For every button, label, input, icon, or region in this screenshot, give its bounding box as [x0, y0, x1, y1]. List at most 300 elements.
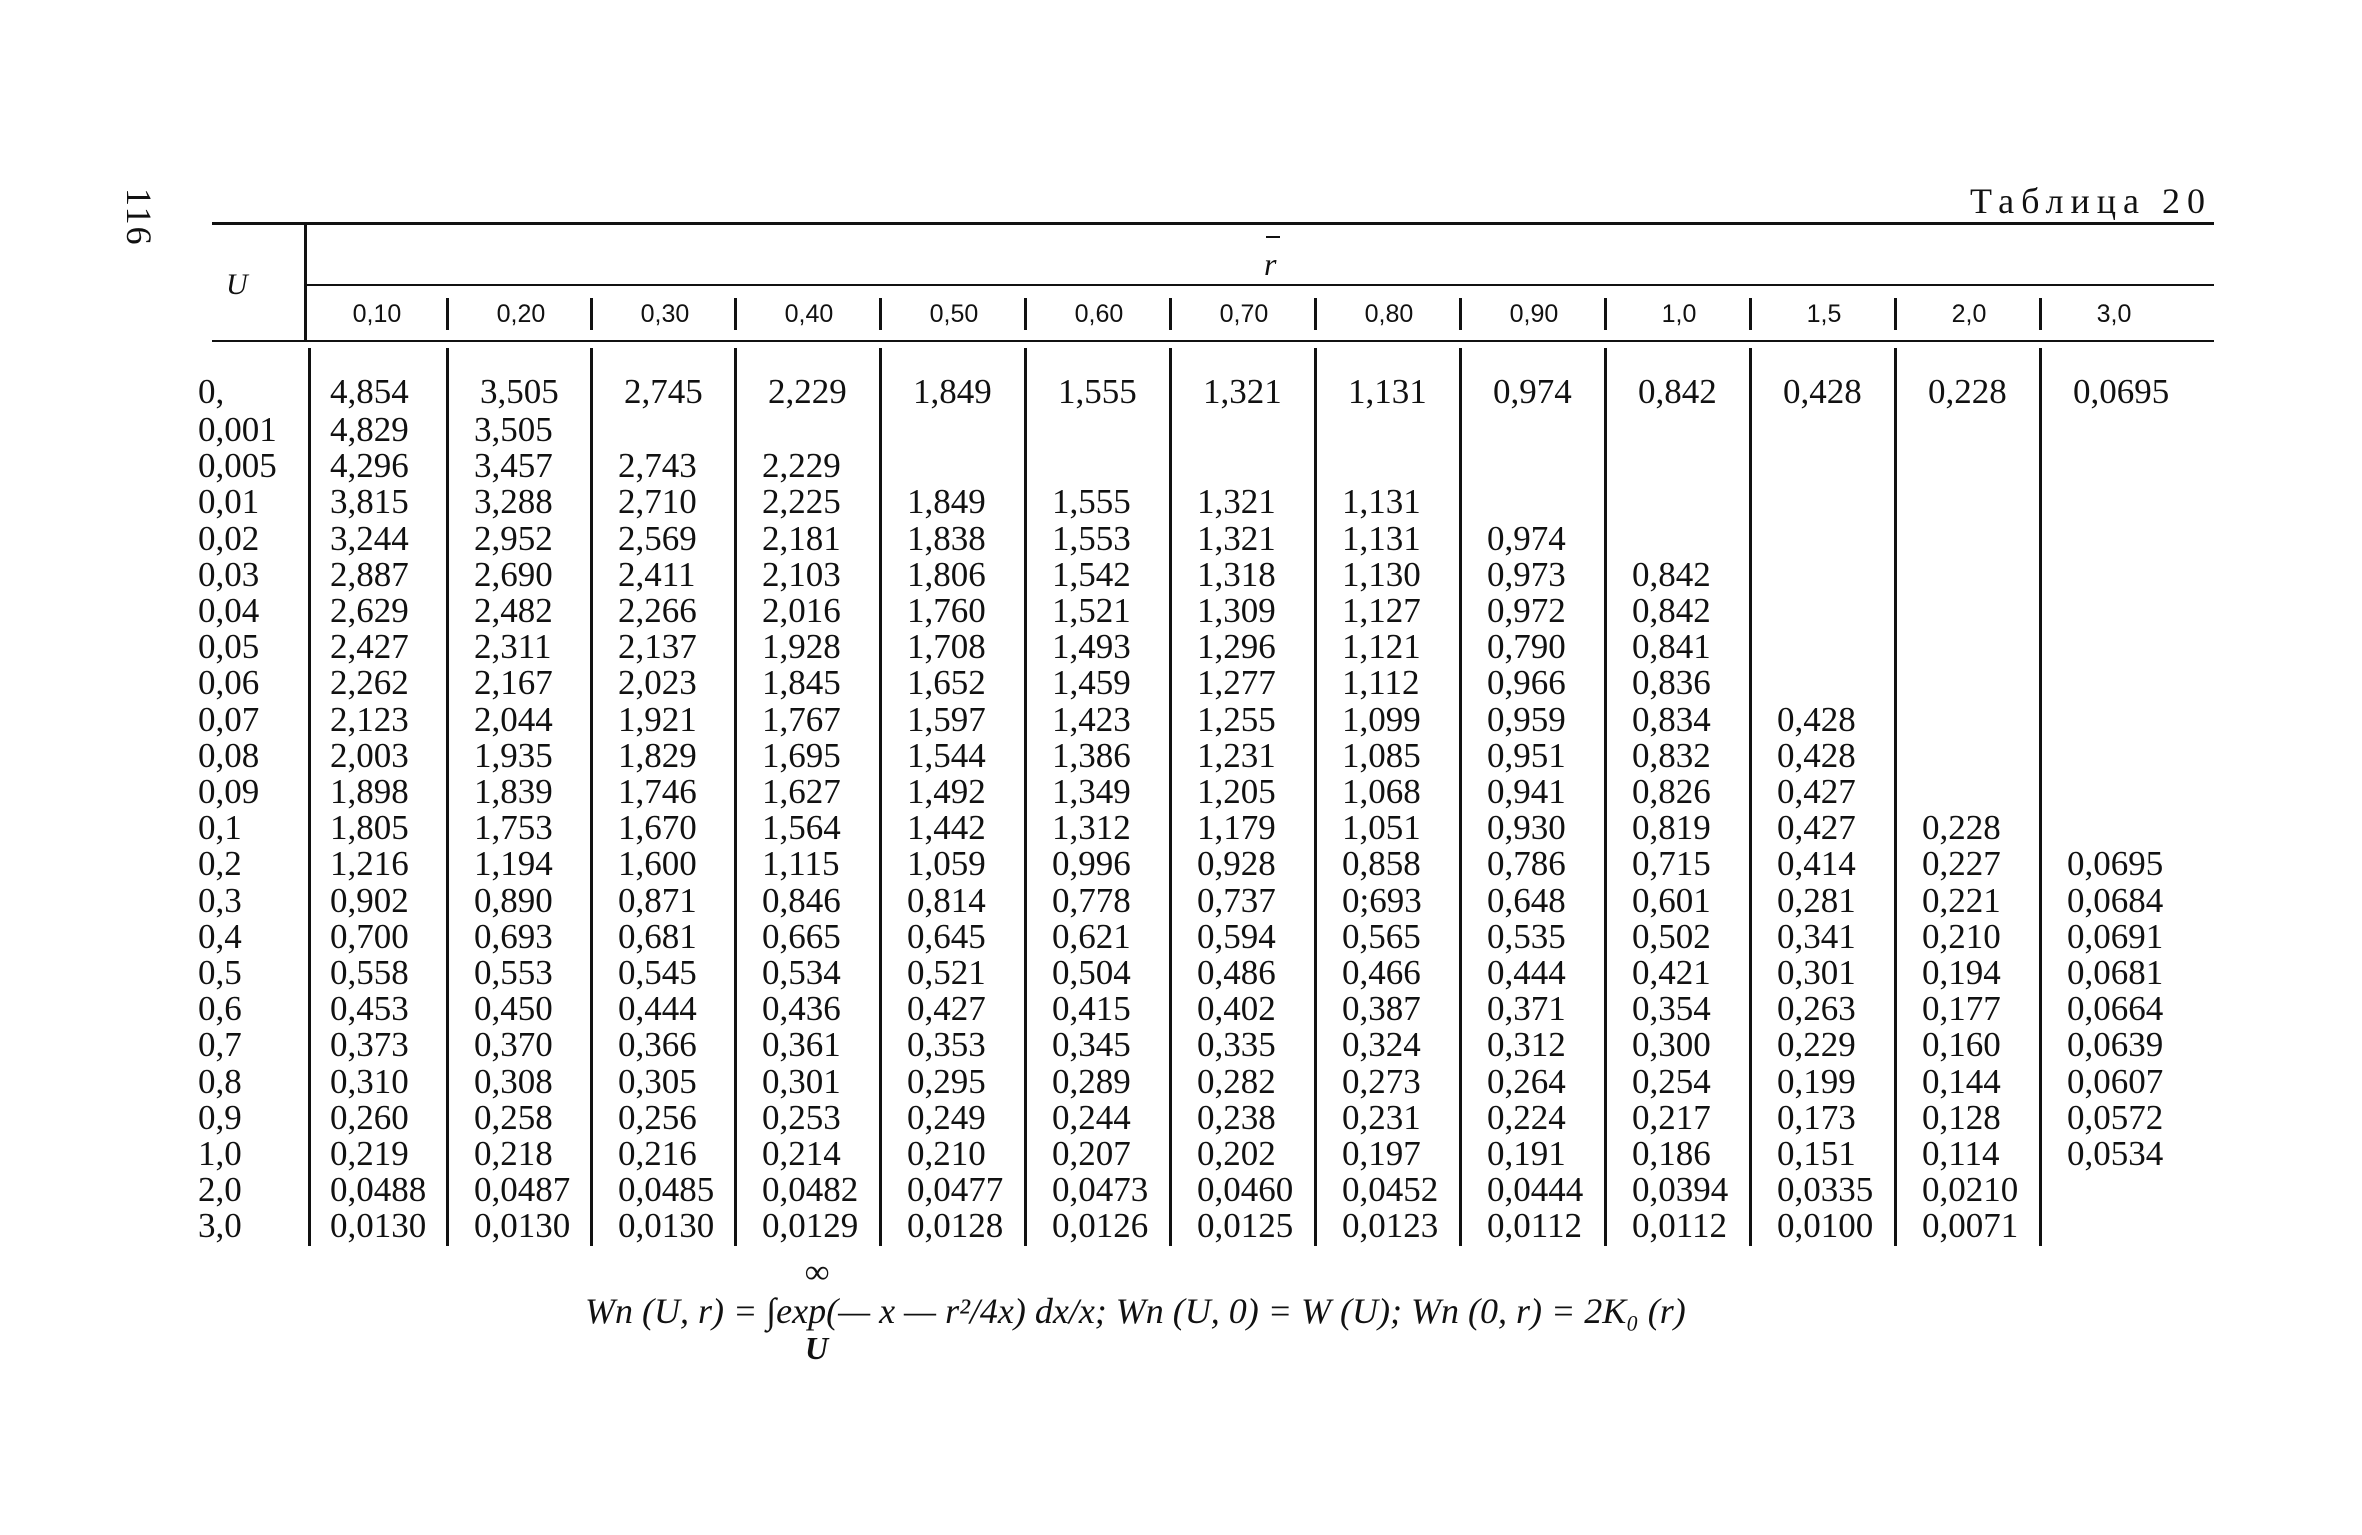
table-cell: 0,354	[1632, 989, 1711, 1029]
r-value-header: 1,5	[1806, 300, 1842, 328]
table-cell: 0,535	[1487, 916, 1566, 956]
table-cell: 0,902	[330, 880, 409, 920]
table-cell: 1,321	[1197, 482, 1276, 522]
table-cell: 1,216	[330, 844, 409, 884]
table-cell: 3,457	[474, 446, 553, 486]
table-cell: 0,387	[1342, 989, 1421, 1029]
subheader-divider	[1314, 298, 1317, 330]
table-cell: 0,0695	[2073, 372, 2170, 411]
table-cell: 0,834	[1632, 699, 1711, 739]
subheader-divider	[1749, 298, 1752, 330]
table-cell: 0,254	[1632, 1061, 1711, 1101]
table-cell: 1,231	[1197, 735, 1276, 775]
table-cell: 1,746	[618, 772, 697, 811]
table-cell: 0,253	[762, 1097, 841, 1137]
table-cell: 0,842	[1632, 554, 1711, 594]
table-cell: 0,0100	[1777, 1206, 1874, 1246]
table-cell: 0,210	[907, 1134, 986, 1173]
table-cell: 0,335	[1197, 1025, 1276, 1065]
table-cell: 0,202	[1197, 1134, 1276, 1173]
table-cell: 0,229	[1777, 1025, 1856, 1065]
table-cell: 0,191	[1487, 1134, 1566, 1173]
table-cell: 0,214	[762, 1134, 841, 1173]
table-cell: 0,836	[1632, 663, 1711, 703]
table-cell: 0,786	[1487, 844, 1566, 884]
subheader-divider	[1169, 298, 1172, 330]
table-cell: 1,131	[1342, 518, 1421, 558]
table-cell: 0,300	[1632, 1025, 1711, 1065]
u-row-label: 0,	[198, 372, 225, 411]
table-cell: 0;693	[1342, 880, 1422, 920]
table-cell: 2,225	[762, 482, 841, 522]
table-cell: 2,229	[762, 446, 841, 486]
subheader-rule	[212, 340, 2214, 342]
r-value-header: 0,70	[1219, 300, 1269, 328]
u-row-label: 0,08	[198, 735, 260, 775]
column-divider	[1604, 348, 1607, 1246]
table-cell: 1,442	[907, 808, 986, 848]
table-cell: 0,504	[1052, 953, 1131, 992]
table-cell: 0,558	[330, 953, 409, 992]
table-cell: 0,972	[1487, 591, 1566, 630]
table-cell: 1,068	[1342, 772, 1421, 811]
table-cell: 1,849	[913, 372, 992, 411]
table-cell: 0,144	[1922, 1061, 2001, 1101]
table-cell: 2,629	[330, 591, 409, 630]
column-divider	[879, 348, 882, 1246]
table-cell: 0,502	[1632, 916, 1711, 956]
table-cell: 0,621	[1052, 916, 1131, 956]
table-cell: 0,450	[474, 989, 553, 1029]
u-column-header: U	[226, 268, 248, 301]
table-cell: 1,555	[1052, 482, 1131, 522]
table-cell: 1,085	[1342, 735, 1421, 775]
u-row-label: 0,02	[198, 518, 260, 558]
table-cell: 4,296	[330, 446, 409, 486]
table-cell: 1,059	[907, 844, 986, 884]
table-cell: 0,228	[1928, 372, 2007, 411]
table-cell: 0,871	[618, 880, 697, 920]
table-cell: 1,921	[618, 699, 697, 739]
table-cell: 0,324	[1342, 1025, 1421, 1065]
table-cell: 0,0123	[1342, 1206, 1439, 1246]
table-cell: 1,829	[618, 735, 697, 775]
table-cell: 0,0488	[330, 1170, 427, 1210]
r-header-label: r	[1264, 246, 1277, 282]
table-cell: 0,941	[1487, 772, 1566, 811]
table-cell: 1,115	[762, 844, 840, 884]
u-row-label: 0,5	[198, 953, 242, 992]
table-cell: 1,112	[1342, 663, 1420, 703]
table-cell: 0,841	[1632, 627, 1711, 667]
table-cell: 0,231	[1342, 1097, 1421, 1137]
table-cell: 0,310	[330, 1061, 409, 1101]
table-cell: 0,428	[1777, 735, 1856, 775]
table-cell: 0,565	[1342, 916, 1421, 956]
table-cell: 2,016	[762, 591, 841, 630]
table-cell: 0,0452	[1342, 1170, 1439, 1210]
table-cell: 2,482	[474, 591, 553, 630]
table-cell: 0,173	[1777, 1097, 1856, 1137]
column-divider	[590, 348, 593, 1246]
table-cell: 0,224	[1487, 1097, 1566, 1137]
table-cell: 1,321	[1197, 518, 1276, 558]
table-cell: 0,814	[907, 880, 986, 920]
table-cell: 0,345	[1052, 1025, 1131, 1065]
table-cell: 0,0394	[1632, 1170, 1729, 1210]
table-cell: 0,959	[1487, 699, 1566, 739]
table-cell: 3,288	[474, 482, 553, 522]
table-cell: 1,845	[762, 663, 841, 703]
table-cell: 1,127	[1342, 591, 1421, 630]
table-cell: 0,700	[330, 916, 409, 956]
r-value-header: 0,20	[496, 300, 546, 328]
r-value-header: 0,60	[1074, 300, 1124, 328]
table-cell: 0,0691	[2067, 916, 2164, 956]
table-cell: 0,0639	[2067, 1025, 2164, 1065]
table-cell: 0,534	[762, 953, 841, 992]
table-caption: Таблица 20	[1970, 181, 2212, 221]
column-divider	[1314, 348, 1317, 1246]
table-cell: 2,411	[618, 554, 696, 594]
table-cell: 0,428	[1777, 699, 1856, 739]
table-cell: 0,228	[1922, 808, 2001, 848]
table-cell: 1,760	[907, 591, 986, 630]
column-divider	[1459, 348, 1462, 1246]
u-row-label: 0,8	[198, 1061, 242, 1101]
table-cell: 0,194	[1922, 953, 2001, 992]
subheader-divider	[590, 298, 593, 330]
u-row-label: 0,9	[198, 1097, 242, 1137]
table-cell: 1,194	[474, 844, 553, 884]
table-cell: 2,427	[330, 627, 409, 667]
column-divider	[1169, 348, 1172, 1246]
r-header-rule	[306, 284, 2214, 286]
table-cell: 4,829	[330, 410, 409, 449]
table-cell: 0,737	[1197, 880, 1276, 920]
table-cell: 0,210	[1922, 916, 2001, 956]
table-cell: 0,521	[907, 953, 986, 992]
table-cell: 1,600	[618, 844, 697, 884]
subheader-divider	[1459, 298, 1462, 330]
table-cell: 1,597	[907, 699, 986, 739]
table-cell: 0,645	[907, 916, 986, 956]
table-cell: 0,974	[1493, 372, 1572, 411]
table-cell: 0,216	[618, 1134, 697, 1173]
table-cell: 0,0112	[1487, 1206, 1582, 1246]
table-cell: 0,160	[1922, 1025, 2001, 1065]
table-cell: 0,428	[1783, 372, 1862, 411]
table-cell: 0,427	[1777, 808, 1856, 848]
u-row-label: 0,04	[198, 591, 260, 630]
table-cell: 0,258	[474, 1097, 553, 1137]
table-cell: 0,0071	[1922, 1206, 2019, 1246]
table-cell: 0,366	[618, 1025, 697, 1065]
table-cell: 0,928	[1197, 844, 1276, 884]
column-divider	[734, 348, 737, 1246]
column-divider	[446, 348, 449, 1246]
table-cell: 0,128	[1922, 1097, 2001, 1137]
integral-upper-limit: ∞	[805, 1254, 830, 1291]
table-cell: 0,371	[1487, 989, 1566, 1029]
u-row-label: 0,3	[198, 880, 242, 920]
table-cell: 0,373	[330, 1025, 409, 1065]
table-cell: 0,414	[1777, 844, 1856, 884]
subheader-divider	[2039, 298, 2042, 330]
r-value-header: 0,50	[929, 300, 979, 328]
table-cell: 0,312	[1487, 1025, 1566, 1065]
table-cell: 2,311	[474, 627, 552, 667]
table-cell: 0,0487	[474, 1170, 571, 1210]
r-value-header: 0,90	[1509, 300, 1559, 328]
table-cell: 1,553	[1052, 518, 1131, 558]
table-cell: 3,244	[330, 518, 409, 558]
table-cell: 1,296	[1197, 627, 1276, 667]
table-cell: 1,849	[907, 482, 986, 522]
table-cell: 1,652	[907, 663, 986, 703]
table-cell: 3,505	[480, 372, 559, 411]
u-row-label: 0,05	[198, 627, 260, 667]
table-cell: 0,858	[1342, 844, 1421, 884]
table-cell: 0,0130	[330, 1206, 427, 1246]
r-overbar	[1266, 236, 1280, 238]
table-cell: 1,051	[1342, 808, 1421, 848]
table-cell: 2,266	[618, 591, 697, 630]
table-cell: 1,898	[330, 772, 409, 811]
table-cell: 1,130	[1342, 554, 1421, 594]
column-divider	[1894, 348, 1897, 1246]
table-cell: 0,832	[1632, 735, 1711, 775]
table-cell: 1,708	[907, 627, 986, 667]
table-cell: 0,0126	[1052, 1206, 1149, 1246]
table-cell: 0,427	[1777, 772, 1856, 811]
u-row-label: 1,0	[198, 1134, 242, 1173]
table-cell: 0,951	[1487, 735, 1566, 775]
table-cell: 0,890	[474, 880, 553, 920]
u-row-label: 0,07	[198, 699, 260, 739]
table-cell: 0,256	[618, 1097, 697, 1137]
table-cell: 0,301	[762, 1061, 841, 1101]
table-cell: 2,181	[762, 518, 841, 558]
table-cell: 0,846	[762, 880, 841, 920]
table-cell: 0,0572	[2067, 1097, 2164, 1137]
table-cell: 0,221	[1922, 880, 2001, 920]
table-cell: 0,263	[1777, 989, 1856, 1029]
table-cell: 0,305	[618, 1061, 697, 1101]
table-cell: 1,839	[474, 772, 553, 811]
table-cell: 1,121	[1342, 627, 1421, 667]
table-cell: 1,805	[330, 808, 409, 848]
table-cell: 0,0130	[474, 1206, 571, 1246]
table-cell: 1,542	[1052, 554, 1131, 594]
table-cell: 0,0125	[1197, 1206, 1294, 1246]
table-cell: 0,553	[474, 953, 553, 992]
r-value-header: 3,0	[2096, 300, 2132, 328]
table-cell: 0,0473	[1052, 1170, 1149, 1210]
table-cell: 0,0684	[2067, 880, 2164, 920]
table-cell: 1,423	[1052, 699, 1131, 739]
subheader-divider	[446, 298, 449, 330]
table-cell: 0,681	[618, 916, 697, 956]
table-cell: 0,715	[1632, 844, 1711, 884]
table-cell: 0,842	[1638, 372, 1717, 411]
table-cell: 0,778	[1052, 880, 1131, 920]
table-cell: 2,262	[330, 663, 409, 703]
table-cell: 0,227	[1922, 844, 2001, 884]
table-cell: 0,601	[1632, 880, 1711, 920]
table-cell: 0,0695	[2067, 844, 2164, 884]
table-cell: 1,493	[1052, 627, 1131, 667]
table-cell: 0,0460	[1197, 1170, 1294, 1210]
subheader-divider	[1894, 298, 1897, 330]
table-cell: 0,341	[1777, 916, 1856, 956]
table-cell: 0,0664	[2067, 989, 2164, 1029]
table-cell: 2,229	[768, 372, 847, 411]
table-cell: 1,928	[762, 627, 841, 667]
table-cell: 0,436	[762, 989, 841, 1029]
table-cell: 1,459	[1052, 663, 1131, 703]
table-cell: 0,453	[330, 989, 409, 1029]
r-value-header: 0,80	[1364, 300, 1414, 328]
table-cell: 1,935	[474, 735, 553, 775]
table-cell: 0,249	[907, 1097, 986, 1137]
subheader-divider	[1604, 298, 1607, 330]
table-cell: 1,277	[1197, 663, 1276, 703]
formula: Wn (U, r) = ∫exp(— x — r²/4x) dx/x; Wn (U, 0) = W (U); Wn (0, r) = 2K₀ (r)	[585, 1291, 1686, 1331]
table-cell: 0,308	[474, 1061, 553, 1101]
r-value-header: 0,10	[352, 300, 402, 328]
subheader-divider	[1024, 298, 1027, 330]
table-cell: 2,710	[618, 482, 697, 522]
table-cell: 0,966	[1487, 663, 1566, 703]
table-cell: 0,974	[1487, 518, 1566, 558]
table-cell: 0,0607	[2067, 1061, 2164, 1101]
table-cell: 1,806	[907, 554, 986, 594]
table-cell: 0,197	[1342, 1134, 1421, 1173]
table-cell: 0,0129	[762, 1206, 859, 1246]
table-cell: 1,838	[907, 518, 986, 558]
column-divider	[308, 348, 311, 1246]
table-cell: 0,819	[1632, 808, 1711, 848]
u-row-label: 0,6	[198, 989, 242, 1029]
u-row-label: 0,005	[198, 446, 277, 486]
table-cell: 0,244	[1052, 1097, 1131, 1137]
table-cell: 0,114	[1922, 1134, 2000, 1173]
table-cell: 0,0534	[2067, 1134, 2164, 1173]
table-cell: 0,289	[1052, 1061, 1131, 1101]
u-row-label: 0,001	[198, 410, 277, 449]
table-cell: 1,753	[474, 808, 553, 848]
u-row-label: 0,01	[198, 482, 260, 522]
table-cell: 1,321	[1203, 372, 1282, 411]
table-cell: 0,281	[1777, 880, 1856, 920]
page-number: 116	[119, 188, 159, 247]
table-cell: 0,665	[762, 916, 841, 956]
column-divider	[1024, 348, 1027, 1246]
table-cell: 0,996	[1052, 844, 1131, 884]
r-value-header: 2,0	[1951, 300, 1987, 328]
table-cell: 0,301	[1777, 953, 1856, 992]
table-cell: 0,264	[1487, 1061, 1566, 1101]
u-row-label: 2,0	[198, 1170, 242, 1210]
table-cell: 0,219	[330, 1134, 409, 1173]
table-cell: 0,238	[1197, 1097, 1276, 1137]
u-row-label: 0,7	[198, 1025, 242, 1065]
table-cell: 1,255	[1197, 699, 1276, 739]
table-cell: 0,282	[1197, 1061, 1276, 1101]
table-cell: 3,815	[330, 482, 409, 522]
table-cell: 0,402	[1197, 989, 1276, 1029]
u-row-label: 0,4	[198, 916, 242, 956]
u-row-label: 3,0	[198, 1206, 242, 1246]
table-cell: 1,492	[907, 772, 986, 811]
table-cell: 0,0485	[618, 1170, 715, 1210]
table-cell: 0,466	[1342, 953, 1421, 992]
table-cell: 2,003	[330, 735, 409, 775]
table-cell: 0,361	[762, 1025, 841, 1065]
table-cell: 0,218	[474, 1134, 553, 1173]
table-cell: 0,0112	[1632, 1206, 1727, 1246]
u-row-label: 0,2	[198, 844, 242, 884]
table-cell: 2,023	[618, 663, 697, 703]
table-cell: 1,309	[1197, 591, 1276, 630]
table-cell: 1,670	[618, 808, 697, 848]
table-cell: 0,842	[1632, 591, 1711, 630]
table-cell: 1,205	[1197, 772, 1276, 811]
table-cell: 1,349	[1052, 772, 1131, 811]
table-cell: 0,0444	[1487, 1170, 1584, 1210]
table-cell: 0,427	[907, 989, 986, 1029]
r-group-header	[1264, 246, 1276, 283]
table-cell: 1,544	[907, 735, 986, 775]
table-cell: 0,826	[1632, 772, 1711, 811]
table-cell: 0,295	[907, 1061, 986, 1101]
table-cell: 0,594	[1197, 916, 1276, 956]
r-value-header: 0,40	[784, 300, 834, 328]
table-cell: 1,695	[762, 735, 841, 775]
table-cell: 0,260	[330, 1097, 409, 1137]
table-cell: 2,743	[618, 446, 697, 486]
table-cell: 0,0130	[618, 1206, 715, 1246]
r-value-header: 1,0	[1661, 300, 1697, 328]
subheader-divider	[879, 298, 882, 330]
table-cell: 0,273	[1342, 1061, 1421, 1101]
table-cell: 0,693	[474, 916, 553, 956]
table-cell: 2,952	[474, 518, 553, 558]
table-cell: 3,505	[474, 410, 553, 449]
table-cell: 1,555	[1058, 372, 1137, 411]
table-cell: 2,745	[624, 372, 703, 411]
table-cell: 1,386	[1052, 735, 1131, 775]
table-cell: 4,854	[330, 372, 409, 411]
table-cell: 0,545	[618, 953, 697, 992]
table-cell: 0,177	[1922, 989, 2001, 1029]
r-value-header: 0,30	[640, 300, 690, 328]
table-cell: 1,564	[762, 808, 841, 848]
table-cell: 0,0482	[762, 1170, 859, 1210]
table-cell: 0,486	[1197, 953, 1276, 992]
table-cell: 0,0335	[1777, 1170, 1874, 1210]
table-cell: 0,0477	[907, 1170, 1004, 1210]
table-cell: 1,767	[762, 699, 841, 739]
table-cell: 2,123	[330, 699, 409, 739]
table-cell: 0,353	[907, 1025, 986, 1065]
table-cell: 1,099	[1342, 699, 1421, 739]
table-cell: 1,318	[1197, 554, 1276, 594]
table-cell: 2,137	[618, 627, 697, 667]
table-cell: 0,370	[474, 1025, 553, 1065]
table-cell: 0,207	[1052, 1134, 1131, 1173]
